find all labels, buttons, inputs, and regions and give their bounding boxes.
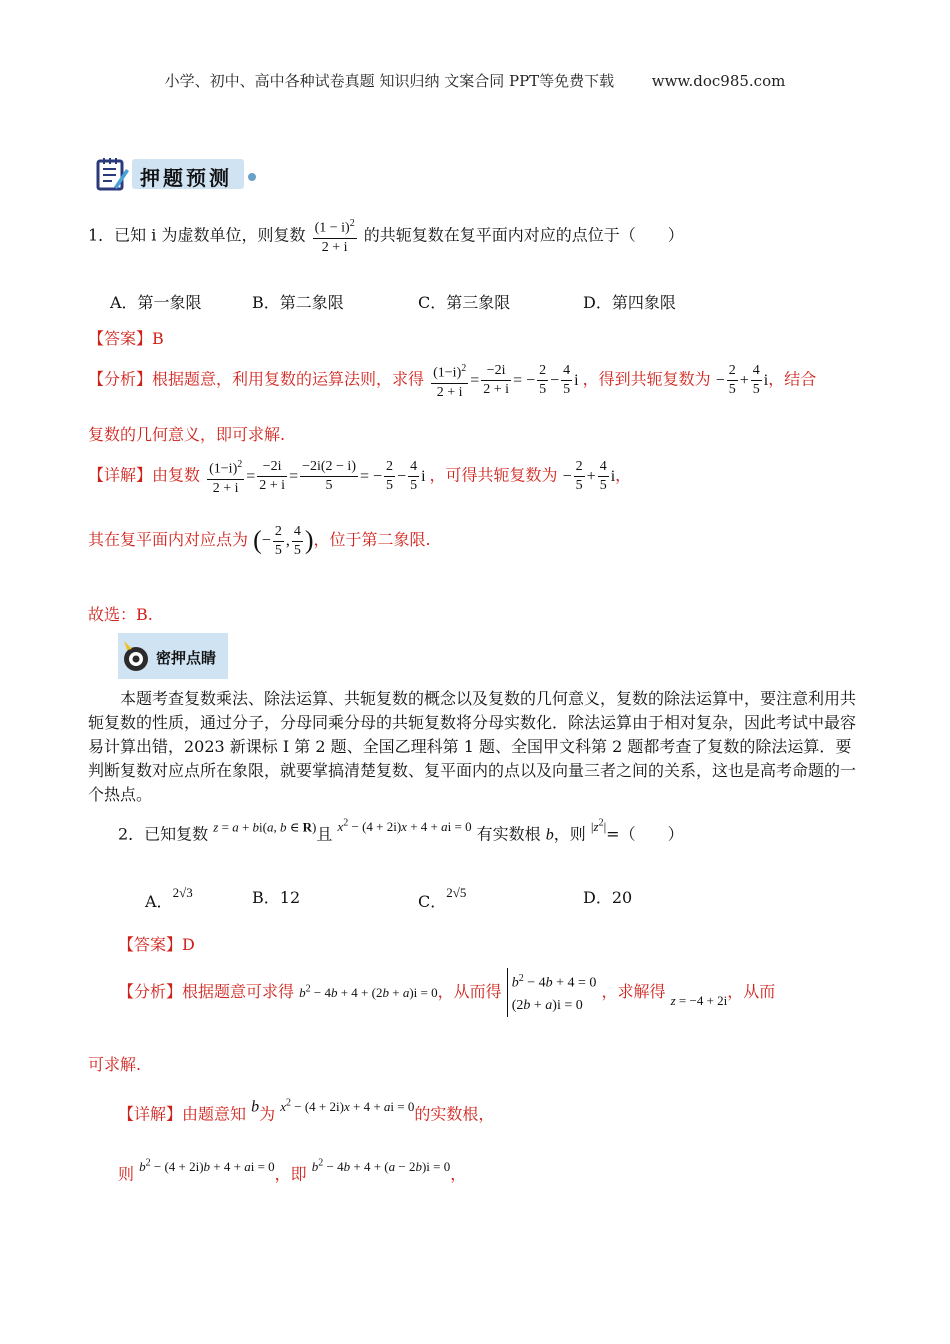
q2-system: $b^2 - 4b + 4 = 0$ (2b + a)i = 0 <box>507 968 597 1017</box>
q2-stem-prefix: 2．已知复数 <box>118 824 209 844</box>
detail-text: ，位于第二象限. <box>313 530 431 550</box>
q1-option-b: B．第二象限 <box>252 293 344 312</box>
detail-text: 由复数 <box>152 465 201 485</box>
q2-detail-line2 <box>118 1158 466 1184</box>
detail-text: 则 <box>118 1164 135 1184</box>
q2-b: b <box>545 826 554 844</box>
q1-point-values: − $\frac{2}{5}$ , $\frac{4}{5}$ <box>261 524 301 558</box>
q2-option-c-label: C． <box>418 892 447 911</box>
q1-stem-prefix: 1．已知 i 为虚数单位，则复数 <box>88 225 306 245</box>
q2-equation: x2 − (4 + 2i)x + 4 + ai = 0 <box>337 818 472 835</box>
analysis-text: ，求解得 <box>601 981 666 1001</box>
q1-analysis-line2: 复数的几何意义，即可求解. <box>88 425 286 444</box>
detail-text: 为 <box>259 1104 276 1124</box>
q1-point: ( <box>253 525 262 555</box>
q2-option-d: D．20 <box>583 888 633 907</box>
q2-analysis-line2: 可求解. <box>88 1055 142 1074</box>
q2-option-c <box>418 885 466 912</box>
analysis-text: ，结合 <box>768 369 817 389</box>
q2-analysis <box>118 968 775 1017</box>
q2-abs-z2: |z2| <box>590 818 607 835</box>
q2-option-a-label: A． <box>145 892 173 911</box>
detail-text: 的实数根， <box>414 1104 495 1124</box>
q2-detail-eq3: b2 − 4b + 4 + (a − 2b)i = 0 <box>311 1158 451 1175</box>
q1-conjugate-formula: − $\frac{2}{5}$ + $\frac{4}{5}$ i <box>715 363 769 398</box>
q1-fraction: $\frac{(1 - i)^2}{2 + i}$ <box>313 215 357 257</box>
detail-label: 【详解】 <box>88 465 153 485</box>
detail-text: 其在复平面内对应点为 <box>88 530 249 550</box>
detail-text: ，即 <box>274 1164 307 1184</box>
q2-z-def: z = a + bi(a, b ∈ R) <box>213 819 317 835</box>
q1-stem-suffix: 的共轭复数在复平面内对应的点位于（ ） <box>363 225 684 245</box>
q1-analysis-formula: $\frac{(1-i)^2}{2 + i}$ = $\frac{-2i}{2 + i}$ = − $\frac{2}{5}$ − $\frac{4}{5}$ i <box>429 372 582 389</box>
q1-option-c: C．第三象限 <box>418 293 511 312</box>
q2-detail-eq2: b2 − (4 + 2i)b + 4 + ai = 0 <box>139 1158 275 1175</box>
analysis-text: ，从而得 <box>437 981 502 1001</box>
note-paragraph: 本题考查复数乘法、除法运算、共轭复数的概念以及复数的几何意义，复数的除法运算中，要注意利用共轭复数的性质，通过分子，分母同乘分母的共轭复数将分母实数化．除法运算由于相对复杂，因此考试中最容易计算出错，2023 新课标 I 第 2 题、全国乙理科第 1 题、全国甲文科第 2 题都考查了复数的除法运算．要判断复数对应点所在象限，就要掌搞清楚复数、复平面内的点以及向量三者之间的关系，这也是高考命题的一个热点。 <box>88 689 857 804</box>
q2-then: ，则 <box>553 824 586 844</box>
header-url: www.doc985.com <box>651 72 786 90</box>
detail-text: ， <box>450 1164 467 1184</box>
badge-prediction <box>94 155 262 199</box>
q1-analysis <box>88 360 816 402</box>
q1-option-d: D．第四象限 <box>583 293 676 312</box>
question-2 <box>118 818 684 844</box>
q2-has-root: 有实数根 <box>476 824 541 844</box>
badge-key-point-label: 密押点睛 <box>156 649 217 667</box>
q1-option-a: A．第一象限 <box>110 293 202 312</box>
analysis-label: 【分析】 <box>88 369 153 389</box>
analysis-label: 【分析】 <box>118 981 183 1001</box>
q1-detail-formula: $\frac{(1-i)^2}{2 + i}$ = $\frac{-2i}{2 + i}$ = $\frac{-2i(2 - i)}{5}$ = − $\frac{2}{5}$ − $\frac{4}{5}$ i <box>205 468 429 485</box>
analysis-text: 根据题意可求得 <box>182 981 295 1001</box>
q2-answer: 【答案】D <box>118 935 195 954</box>
q1-detail: 【详解】由复数 $\frac{(1-i)^2}{2 + i}$ = $\frac{-2i}{2 + i}$ = $\frac{-2i(2 - i)}{5}$ = − $\frac{2}{5}$ − $\frac{4}{5}$ i ，可得共轭复数为 − $\frac{2}{5}$ + $\frac{4}{5}$ i， <box>88 456 631 498</box>
page-header <box>0 70 950 91</box>
q1-detail-conjugate: − $\frac{2}{5}$ + $\frac{4}{5}$ i <box>562 459 616 494</box>
analysis-text: ，得到共轭复数为 <box>582 369 711 389</box>
q2-option-b: B．12 <box>252 888 301 907</box>
q2-option-a-value: 2√3 <box>172 885 193 900</box>
header-text: 小学、初中、高中各种试卷真题 知识归纳 文案合同 PPT等免费下载 <box>164 72 615 90</box>
badge-key-point <box>118 633 228 679</box>
q2-detail <box>118 1098 494 1124</box>
q2-option-c-value: 2√5 <box>446 885 467 900</box>
badge-prediction-label: 押题预测 <box>140 166 232 190</box>
analysis-text: ，从而 <box>727 981 776 1001</box>
q2-b-var: b <box>251 1098 260 1116</box>
q1-point-close: ) <box>304 525 314 555</box>
analysis-text: 根据题意，利用复数的运算法则，求得 <box>152 369 425 389</box>
detail-text: ，可得共轭复数为 <box>429 465 558 485</box>
q1-answer: 【答案】B <box>88 329 164 348</box>
question-1 <box>88 215 684 257</box>
target-icon <box>118 633 158 679</box>
q2-option-a <box>145 885 193 912</box>
q2-and: 且 <box>316 824 333 844</box>
q1-choose: 故选：B. <box>88 605 153 624</box>
q2-z-result: z = −4 + 2i <box>670 992 728 1008</box>
detail-label: 【详解】 <box>118 1104 183 1124</box>
q2-stem-suffix: =（ ） <box>606 824 684 844</box>
q2-analysis-eq: $b^2 - 4b + 4 + (2b + a)i = 0$ <box>299 983 438 1000</box>
q2-detail-eq: x2 − (4 + 2i)x + 4 + ai = 0 <box>280 1098 415 1115</box>
q1-detail-line2 <box>88 523 431 560</box>
detail-text: 由题意知 <box>182 1104 247 1124</box>
